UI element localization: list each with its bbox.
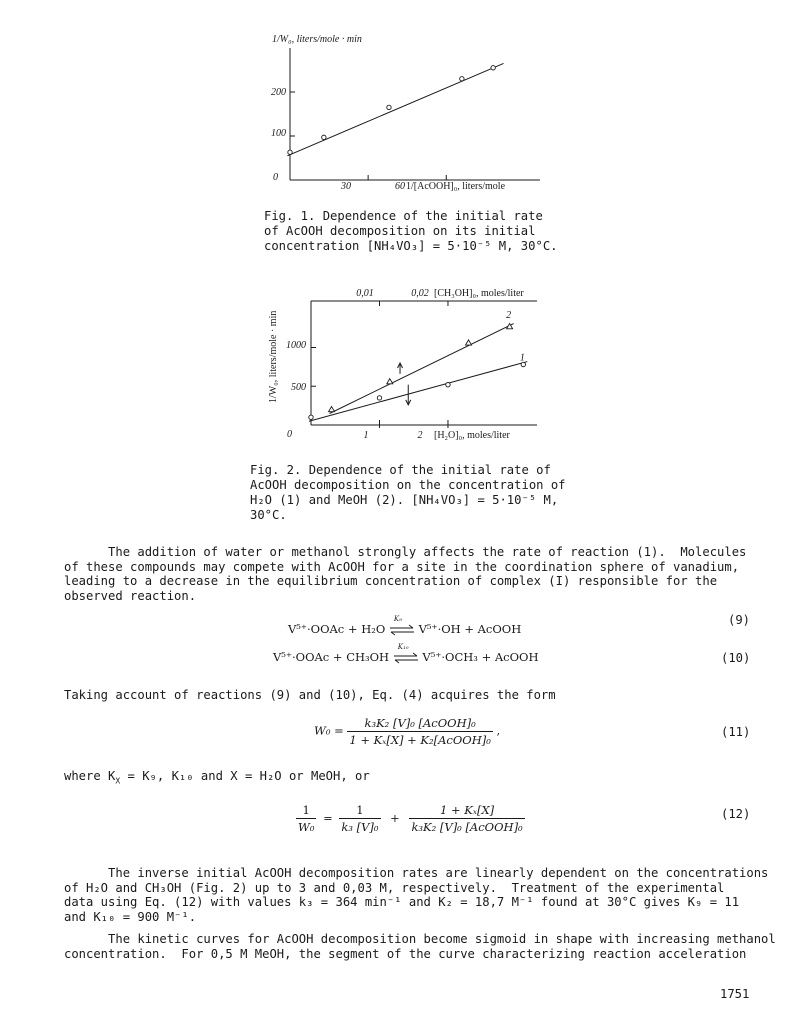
equation-11-fraction [347, 716, 492, 747]
paragraph-taking-account: Taking account of reactions (9) and (10), Eq. (4) acquires the form [64, 688, 556, 702]
where-kx-end: = K₉, K₁₀ and X = H₂O or MeOH, or [120, 769, 370, 783]
equation-12-denominator-3: k₃K₂ [V]₀ [AcOOH]₀ [411, 820, 523, 834]
figure-2-y-tick-label: 0 [287, 429, 292, 440]
equation-12-fraction-2 [339, 803, 380, 834]
figure-2-data-point-series-1 [446, 383, 450, 387]
figure-2-top-tick-label: 0,01 [356, 288, 374, 299]
equation-10-right: V⁵⁺·OCH₃ + AcOOH [422, 650, 539, 664]
figure-1-chart [260, 28, 560, 200]
paragraph-inverse-rates: The inverse initial AcOOH decomposition rates are linearly dependent on the concentrations of H₂O and CH₃OH (Fig. 2) up to 3 and 0,03 M, respectively. Treatment of the experimental data using Eq. (12) with values k₃ = 364 min⁻¹ and K₂ = 18,7 M⁻¹ found at 30°C gives K₉ = 11 and K₁₀ = 900 M⁻¹. [64, 866, 769, 924]
equilibrium-arrow-icon [393, 652, 419, 664]
figure-2-y-tick-label: 500 [291, 382, 306, 393]
figure-2-x-tick-label: 2 [417, 430, 423, 441]
figure-2-top-axis-label: [CH₃OH]₀, moles/liter [434, 288, 524, 299]
figure-2-x-axis-label: [H₂O]₀, moles/liter [434, 430, 510, 441]
equation-10-constant: K₁₀ [397, 643, 409, 651]
paragraph-addition-of-water: The addition of water or methanol strongly affects the rate of reaction (1). Molecules of these compounds may compete with AcOOH for a site in the coordination sphere of vanadium, leading to a decrease in the equilibrium concentration of complex (I) responsible for the observed reaction. [64, 545, 747, 603]
figure-1-y-tick-label: 0 [273, 172, 278, 183]
equation-12-numerator-3: 1 + Kₓ[X] [409, 803, 524, 819]
figure-2-data-point-series-2 [329, 407, 335, 412]
paragraph-kinetic-curves: The kinetic curves for AcOOH decomposition become sigmoid in shape with increasing methanol concentration. For 0,5 M MeOH, the segment of the curve characterizing reaction acceleration [64, 932, 776, 961]
equation-12-numerator-2: 1 [339, 803, 380, 819]
figure-1-y-tick-label: 100 [271, 128, 286, 139]
equation-11-comma: , [496, 723, 501, 738]
page-number: 1751 [720, 987, 750, 1001]
equation-11-denominator: 1 + Kₓ[X] + K₂[AcOOH]₀ [349, 733, 491, 747]
equation-12-numerator-1: 1 [296, 803, 316, 819]
figure-2-top-tick-label: 0,02 [411, 288, 429, 299]
figure-1-data-point [491, 66, 495, 70]
equilibrium-arrow-icon [389, 624, 415, 636]
figure-2-y-tick-label: 1000 [286, 340, 306, 351]
equation-11 [314, 716, 500, 747]
figure-1-x-tick-label: 30 [341, 181, 351, 192]
figure-2-x-tick-label: 1 [363, 430, 369, 441]
figure-2-y-axis-label: 1/W₀, liters/mole · min [268, 310, 279, 403]
figure-2-data-point-series-2 [466, 340, 472, 345]
equation-12 [296, 803, 525, 834]
figure-1-x-tick-label: 60 [395, 181, 405, 192]
equation-11-numerator: k₃K₂ [V]₀ [AcOOH]₀ [347, 716, 492, 732]
equation-10 [273, 643, 539, 664]
figure-1-fit-line [287, 63, 503, 155]
equation-12-fraction-3 [409, 803, 524, 834]
figure-1-data-point [288, 150, 292, 154]
equation-12-number: (12) [721, 807, 751, 821]
equation-9-constant: K₉ [393, 615, 402, 623]
figure-2-chart [262, 283, 562, 448]
equation-12-plus: + [390, 810, 400, 825]
figure-2-data-point-series-2 [387, 379, 393, 384]
equation-12-denominator-1: W₀ [298, 820, 315, 834]
figure-1-x-axis-label: 1/[AcOOH]₀, liters/mole [406, 181, 506, 192]
equation-9-right: V⁵⁺·OH + AcOOH [418, 622, 522, 636]
figure-2-marks [309, 301, 528, 428]
equation-10-number: (10) [721, 651, 751, 665]
figure-2-data-point-series-1 [377, 396, 381, 400]
equation-12-denominator-2: k₃ [V]₀ [341, 820, 379, 834]
kx-subscript: X [115, 776, 121, 786]
equation-12-fraction-1 [296, 803, 316, 834]
equilibrium-arrow [389, 615, 415, 636]
paragraph-where-kx [64, 769, 370, 789]
equation-12-equals: = [323, 810, 333, 825]
where-kx-start: where K [64, 769, 116, 783]
figure-1-data-point [460, 77, 464, 81]
figure-1-y-axis-label: 1/W₀, liters/mole · min [272, 34, 362, 45]
figure-2-data-point-series-1 [309, 415, 313, 419]
figure-2-caption: Fig. 2. Dependence of the initial rate of AcOOH decomposition on the concentration of H₂O (1) and MeOH (2). [NH₄VO₃] = 5·10⁻⁵ M, 30°C. [250, 463, 566, 522]
figure-1-caption: Fig. 1. Dependence of the initial rate of AcOOH decomposition on its initial concentration [NH₄VO₃] = 5·10⁻⁵ M, 30°C. [264, 209, 558, 253]
equation-11-number: (11) [721, 725, 751, 739]
equation-9 [288, 615, 522, 636]
figure-2-series-line-2 [330, 324, 514, 414]
figure-1-data-point [387, 105, 391, 109]
figure-1-axes [290, 48, 540, 180]
figure-1-data-point [322, 135, 326, 139]
equation-10-left: V⁵⁺·OOAc + CH₃OH [273, 650, 390, 664]
equilibrium-arrow [393, 643, 419, 664]
figure-2-series-label: 2 [506, 310, 512, 322]
equation-9-number: (9) [728, 613, 751, 627]
figure-2-series-label: 1 [519, 352, 525, 364]
equation-9-left: V⁵⁺·OOAc + H₂O [288, 622, 386, 636]
figure-1-marks [287, 63, 503, 180]
equation-11-lhs: W₀ = [314, 723, 344, 738]
figure-1-y-tick-label: 200 [271, 87, 286, 98]
